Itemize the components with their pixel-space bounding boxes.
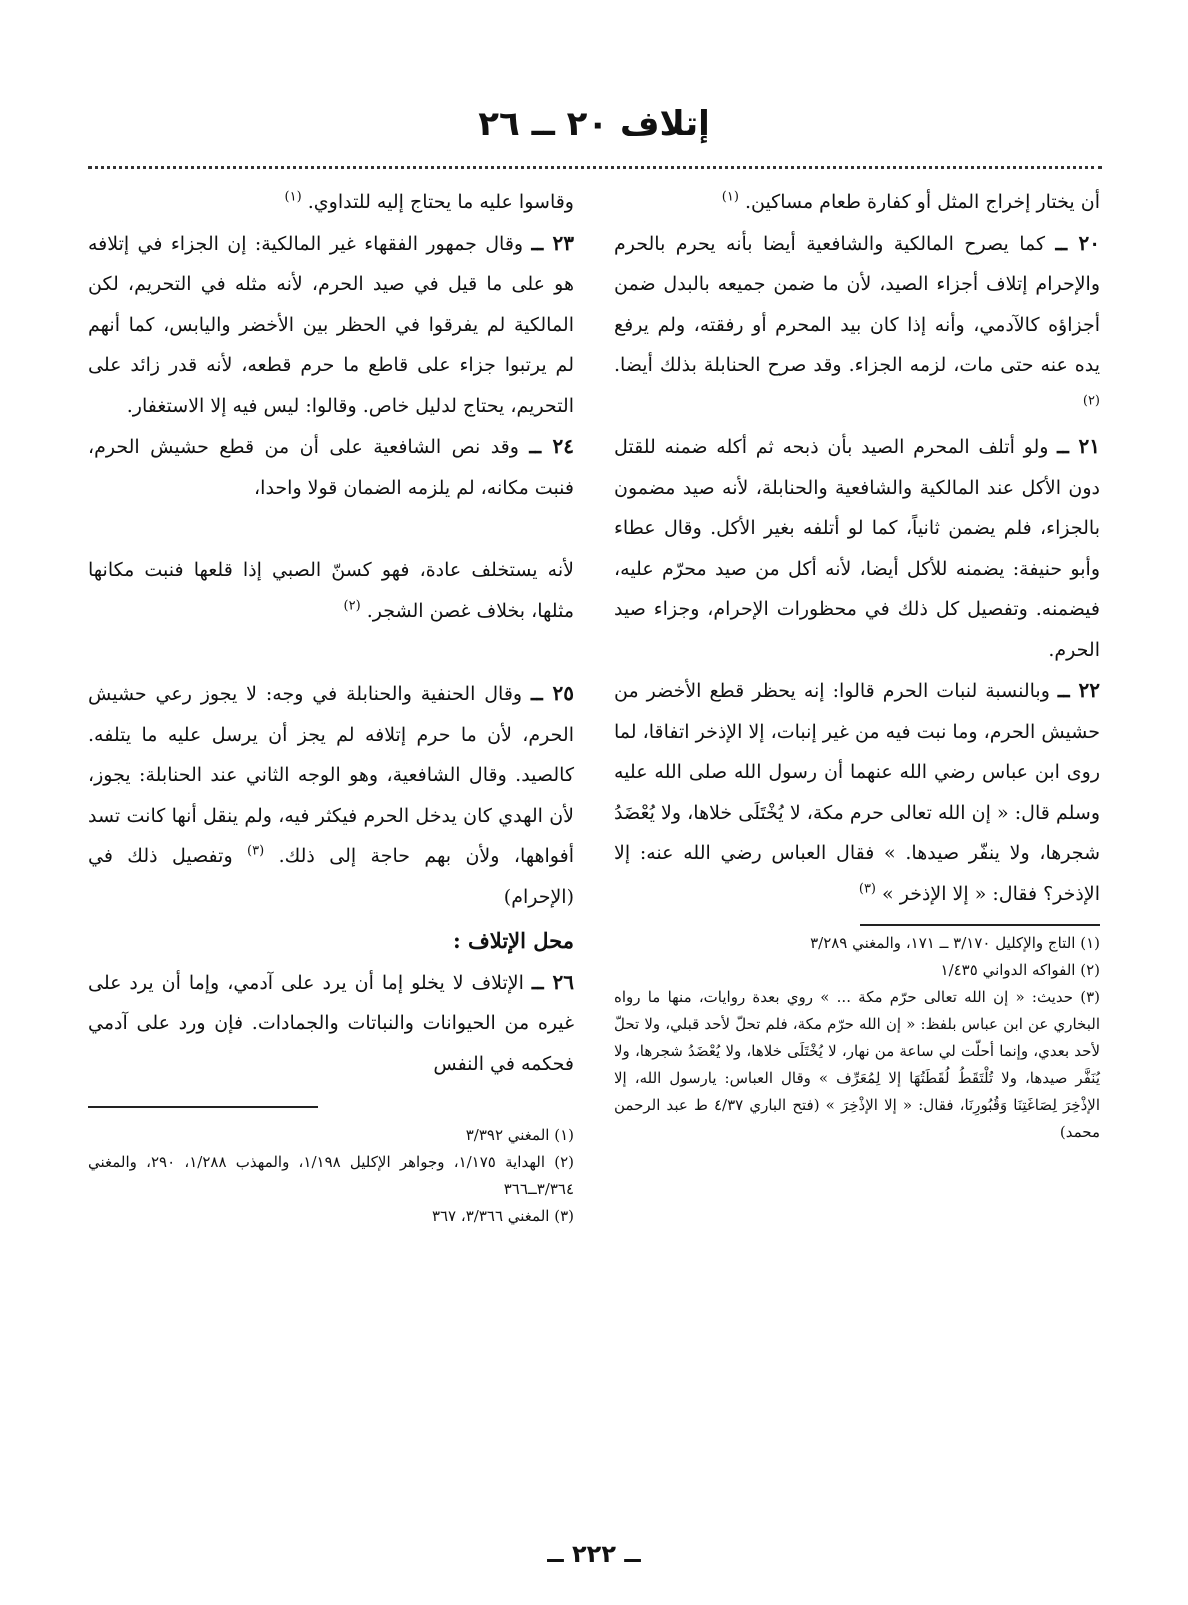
footnote-ref-1: (١) — [284, 189, 302, 205]
footnote-ref-3: (٣) — [858, 881, 876, 897]
paragraph-text: الإتلاف لا يخلو إما أن يرد على آدمي، وإما أن يرد على غيره من الحيوانات والنباتات والجمادات. فإن ورد على آدمي فحكمه في النفس — [88, 971, 574, 1075]
paragraph-continuation — [88, 182, 574, 223]
footnote-rule — [860, 924, 1100, 926]
paragraph-number: ٢٠ ــ — [1055, 230, 1100, 255]
paragraph-text: وقال الحنفية والحنابلة في وجه: لا يجوز رعي حشيش الحرم، لأن ما حرم إتلافه لم يجز أن يرسل عليه ما يتلفه. كالصيد. وقال الشافعية، وهو الوجه الثاني عند الحنابلة: يجوز، لأن الهدي كان يدخل الحرم فيكثر فيه، ولم ينقل أنها كانت تسد أفواهها، ولأن بهم حاجة إلى ذلك. — [88, 683, 574, 867]
paragraph-text: وقال جمهور الفقهاء غير المالكية: إن الجزاء في إتلافه هو على ما قيل في صيد الحرم، لأنه مثله في التحريم، لكن المالكية لم يفرقوا في الحظر بين الأخضر واليابس، كما أنهم لم يرتبوا جزاء على قاطع ما حرم قطعه، لأنه قدر زائد على التحريم، يحتاج لدليل خاص. وقالوا: ليس فيه إلا الاستغفار. — [88, 232, 574, 417]
paragraph-number: ٢٣ ــ — [531, 230, 574, 255]
paragraph-number: ٢٢ ــ — [1057, 678, 1100, 702]
paragraph-22 — [614, 670, 1100, 914]
paragraph-text: كما يصرح المالكية والشافعية أيضا بأنه يحرم بالحرم والإحرام إتلاف أجزاء الصيد، لأن ما ضمن جميعه بالبدل ضمن أجزاؤه كالآدمي، وأنه إذا كان بيد المحرم أو رفقته، ولم يرفع يده عنه حتى مات، لزمه الجزاء. وقد صرح الحنابلة بذلك أيضا. — [614, 232, 1100, 376]
paragraph-23 — [88, 223, 574, 427]
paragraph-text: ولو أتلف المحرم الصيد بأن ذبحه ثم أكله ضمنه للقتل دون الأكل عند المالكية والشافعية والحنابلة، لأنه صيد مضمون بالجزاء، فلم يضمن ثانياً، كما لو أتلفه بغير الأكل. وقال عطاء وأبو حنيفة: يضمنه للأكل أيضا، لأنه أكل من صيد محرّم عليه، فيضمنه. وتفصيل كل ذلك في محظورات الإحرام، وجزاء صيد الحرم. — [614, 436, 1100, 661]
paragraph-number: ٢٥ ــ — [530, 681, 574, 705]
footnote-ref-2: (٢) — [1082, 393, 1100, 409]
paragraph-24 — [88, 426, 574, 508]
paragraph-21 — [614, 426, 1100, 670]
footnote-1: (١) التاج والإكليل ٣/١٧٠ ــ ١٧١، والمغني ٣/٢٨٩ — [810, 934, 1100, 952]
right-column-body — [614, 182, 1100, 914]
footnote-1: (١) المغني ٣/٣٩٢ — [465, 1126, 574, 1144]
paragraph-continuation — [614, 182, 1100, 223]
left-footnotes — [88, 1122, 574, 1230]
paragraph-24-continued — [88, 550, 574, 631]
paragraph-text: وقاسوا عليه ما يحتاج إليه للتداوي. — [307, 191, 574, 213]
section-title: محل الإتلاف : — [452, 928, 574, 953]
paragraph-tail: وتفصيل ذلك في (الإحرام) — [88, 845, 574, 908]
paragraph-text: وبالنسبة لنبات الحرم قالوا: إنه يحظر قطع الأخضر من حشيش الحرم، وما نبت فيه من غير إنبات، إلا الإذخر اتفاقا، لما روى ابن عباس رضي الله عنهما أن رسول الله صلى الله عليه وسلم قال: « إن الله تعالى حرم مكة، لا يُخْتَلَى خلاها، ولا يُعْضَدُ شجرها، ولا ينفّر صيدها. » فقال العباس رضي الله عنه: إلا الإذخر؟ فقال: « إلا الإذخر » — [614, 680, 1100, 905]
footnote-ref-3: (٣) — [247, 843, 265, 859]
left-column-body — [88, 182, 574, 1084]
page-number: ــ ٢٢٢ ــ — [547, 1540, 641, 1568]
paragraph-20 — [614, 223, 1100, 427]
footnote-rule — [88, 1106, 318, 1108]
paragraph-text: لأنه يستخلف عادة، فهو كسنّ الصبي إذا قلعها فنبت مكانها مثلها، بخلاف غصن الشجر. — [88, 559, 574, 622]
footnote-ref-2: (٢) — [343, 598, 361, 614]
footnote-3: (٣) المغني ٣/٣٦٦، ٣٦٧ — [431, 1207, 574, 1225]
paragraph-number: ٢٦ ــ — [531, 969, 574, 994]
blank-gap — [88, 508, 574, 550]
paragraph-26 — [88, 962, 574, 1085]
left-column — [88, 182, 574, 1230]
footnote-3: (٣) حديث: « إن الله تعالى حرّم مكة ... » روي بعدة روايات، منها ما رواه البخاري عن ابن عباس بلفظ: « إن الله حرّم مكة، فلم تحلّ لأحد قبلي، ولا تحلّ لأحد بعدي، وإنما أحلّت لي ساعة من نهار، لا يُخْتَلَى خلاها، ولا يُعْضَدُ شجرها، ولا يُنَفَّر صيدها، ولا تُلْتَقَطُ لُقَطَتُهَا إلا لِمُعَرِّف » وقال العباس: يارسول الله، إلا الإذْخِرَ لِصَاغَتِنَا وَقُبُورِنَا، فقال: « إلا الإذْخِرَ » (فتح الباري ٤/٣٧ ط عبد الرحمن محمد) — [614, 988, 1101, 1141]
footnote-ref-1: (١) — [721, 189, 739, 205]
paragraph-text: أن يختار إخراج المثل أو كفارة طعام مساكين. — [744, 191, 1100, 213]
right-footnotes — [614, 930, 1100, 1146]
paragraph-number: ٢٤ ــ — [529, 434, 574, 458]
running-head: إتلاف ٢٠ ــ ٢٦ — [478, 104, 710, 144]
blank-gap — [88, 631, 574, 673]
paragraph-25 — [88, 673, 574, 917]
paragraph-number: ٢١ ــ — [1057, 434, 1101, 458]
right-column — [614, 182, 1100, 1146]
footnote-2: (٢) الهداية ١/١٧٥، وجواهر الإكليل ١/١٩٨، والمهذب ١/٢٨٨، ٢٩٠، والمغني ٣/٣٦٤ــ٣٦٦ — [88, 1153, 574, 1198]
footnote-2: (٢) الفواكه الدواني ١/٤٣٥ — [940, 961, 1100, 979]
header-dotted-rule — [88, 166, 1102, 169]
paragraph-text: وقد نص الشافعية على أن من قطع حشيش الحرم، فنبت مكانه، لم يلزمه الضمان قولا واحدا، — [88, 436, 574, 499]
